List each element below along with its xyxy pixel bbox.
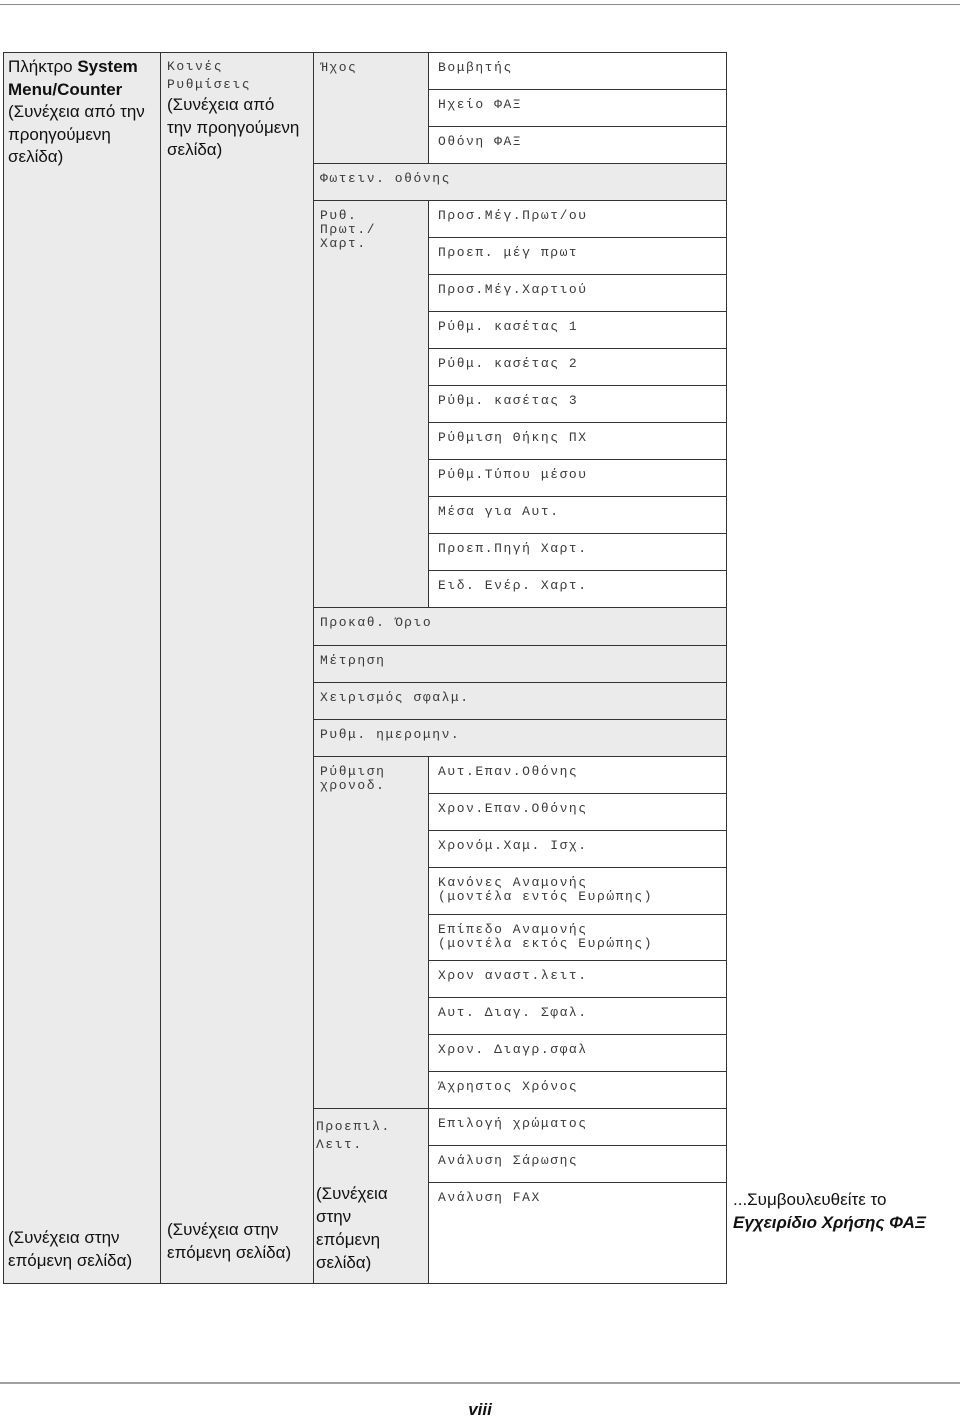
submenu-item-special-paper-action: Ειδ. Ενέρ. Χαρτ.	[429, 571, 727, 608]
submenu-item-cassette-2-settings: Ρύθμ. κασέτας 2	[429, 349, 727, 386]
submenu-item-fax-speaker: Ηχείο ΦΑΞ	[429, 90, 727, 127]
menu-entry-counter: Μέτρηση	[314, 646, 727, 683]
submenu-item-auto-error-clear: Αυτ. Διαγ. Σφαλ.	[429, 998, 727, 1035]
fax-guide-reference	[733, 1189, 955, 1234]
submenu-item-unusable-time: Άχρηστος Χρόνος	[429, 1072, 727, 1109]
continued-on-note: (Συνέχεια στην επόμενη σελίδα)	[167, 1220, 292, 1262]
root-key-name: System Menu/Counter	[8, 57, 138, 99]
menu-entry-default-mode-label: Προεπιλ. Λειτ.	[316, 1119, 391, 1152]
menu-entry-preset-limit: Προκαθ. Όριο	[314, 608, 727, 646]
submenu-item-mp-tray-settings: Ρύθμιση Θήκης ΠΧ	[429, 423, 727, 460]
menu-entry-error-handling: Χειρισμός σφαλμ.	[314, 683, 727, 720]
submenu-item-fax-resolution: Ανάλυση FAX	[429, 1183, 727, 1284]
root-key-prefix: Πλήκτρο	[8, 57, 73, 76]
submenu-item-cassette-1-settings: Ρύθμ. κασέτας 1	[429, 312, 727, 349]
submenu-item-sleep-timer: Χρον αναστ.λειτ.	[429, 961, 727, 998]
submenu-item-custom-original-size: Προσ.Μέγ.Πρωτ/ου	[429, 201, 727, 238]
submenu-item-auto-panel-reset: Αυτ.Επαν.Οθόνης	[429, 757, 727, 794]
fax-guide-prefix: ...Συμβουλευθείτε το	[733, 1190, 887, 1209]
menu-entry-default-mode	[314, 1109, 429, 1284]
footer-rule	[0, 1382, 960, 1384]
submenu-item-panel-reset-timer: Χρον.Επαν.Οθόνης	[429, 794, 727, 831]
continued-on-note: (Συνέχεια στην επόμενη σελίδα)	[8, 1228, 133, 1270]
submenu-item-custom-paper-size: Προσ.Μέγ.Χαρτιού	[429, 275, 727, 312]
menu-level1-column	[4, 53, 161, 1284]
menu-entry-timer-settings: Ρύθμιση χρονοδ.	[314, 757, 429, 1109]
submenu-item-scan-resolution: Ανάλυση Σάρωσης	[429, 1146, 727, 1183]
page-number: viii	[468, 1400, 492, 1419]
submenu-item-color-selection: Επιλογή χρώματος	[429, 1109, 727, 1146]
continued-from-note: (Συνέχεια από την προηγούμενη σελίδα)	[8, 102, 145, 166]
menu-map-table	[3, 52, 727, 1284]
continued-from-note: (Συνέχεια από την προηγούμενη σελίδα)	[167, 95, 300, 159]
header-rule	[0, 4, 960, 5]
submenu-item-sleep-rules: Κανόνες Αναμονής (μοντέλα εντός Ευρώπης)	[429, 868, 727, 915]
menu-level2-column	[161, 53, 314, 1284]
fax-guide-title: Εγχειρίδιο Χρήσης ΦΑΞ	[733, 1212, 927, 1232]
menu-entry-display-brightness: Φωτειν. οθόνης	[314, 164, 727, 201]
common-settings-label: Κοινές Ρυθμίσεις	[167, 59, 252, 92]
submenu-item-media-type-settings: Ρύθμ.Τύπου μέσου	[429, 460, 727, 497]
menu-entry-date-settings: Ρυθμ. ημερομην.	[314, 720, 727, 757]
submenu-item-sleep-level: Επίπεδο Αναμονής (μοντέλα εκτός Ευρώπης)	[429, 915, 727, 961]
root-key-title	[8, 56, 155, 101]
submenu-item-media-for-auto: Μέσα για Αυτ.	[429, 497, 727, 534]
submenu-item-error-clear-timer: Χρον. Διαγρ.σφαλ	[429, 1035, 727, 1072]
menu-entry-sound: Ήχος	[314, 53, 429, 164]
continued-on-note: (Συνέχεια στην επόμενη σελίδα)	[316, 1184, 388, 1272]
submenu-item-fax-monitor: Οθόνη ΦΑΞ	[429, 127, 727, 164]
submenu-item-default-paper-source: Προεπ.Πηγή Χαρτ.	[429, 534, 727, 571]
submenu-item-buzzer: Βομβητής	[429, 53, 727, 90]
submenu-item-cassette-3-settings: Ρύθμ. κασέτας 3	[429, 386, 727, 423]
submenu-item-low-power-timer: Χρονόμ.Χαμ. Ισχ.	[429, 831, 727, 868]
submenu-item-default-original-size: Προεπ. μέγ πρωτ	[429, 238, 727, 275]
menu-entry-original-paper-settings: Ρυθ. Πρωτ./Χαρτ.	[314, 201, 429, 608]
